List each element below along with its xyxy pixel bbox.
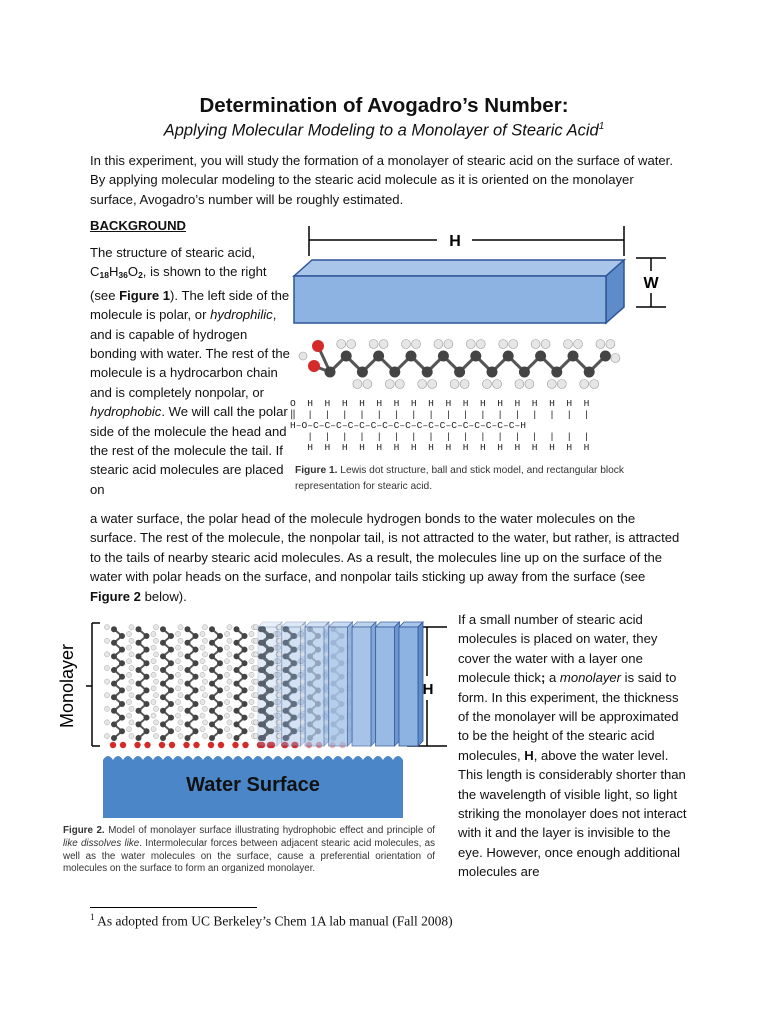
hydrogen-atom <box>178 652 183 657</box>
carbon-atom <box>160 626 166 632</box>
hydrogen-atom <box>227 638 232 643</box>
oxygen-atom <box>242 742 248 748</box>
text-run: below). <box>140 588 187 604</box>
term: hydrophobic <box>90 404 162 420</box>
carbon-atom <box>209 735 215 741</box>
hydrogen-atom <box>249 713 254 718</box>
carbon-atom <box>185 640 191 646</box>
oxygen-atom <box>169 742 175 748</box>
carbon-atom <box>144 674 150 680</box>
carbon-atom <box>136 653 142 659</box>
block-front <box>399 627 418 746</box>
hydrogen-atom <box>224 645 229 650</box>
carbon-atom <box>193 647 199 653</box>
carbon-atom <box>160 694 166 700</box>
carbon-atom <box>193 633 199 639</box>
hydrogen-atom <box>153 720 158 725</box>
carbon-atom <box>234 694 240 700</box>
water-surface-label: Water Surface <box>186 774 320 796</box>
footnote-mark: 1 <box>90 912 95 922</box>
carbon-atom <box>168 715 174 721</box>
hydrogen-atom <box>151 727 156 732</box>
text-run: The structure of stearic acid, C <box>90 245 256 280</box>
carbon-atom <box>111 626 117 632</box>
carbon-atom <box>168 701 174 707</box>
hydrogen-atom <box>129 706 134 711</box>
carbon-atom <box>144 660 150 666</box>
carbon-atom <box>234 735 240 741</box>
hydrogen-atom <box>224 699 229 704</box>
carbon-atom <box>136 694 142 700</box>
carbon-atom <box>209 667 215 673</box>
carbon-atom <box>119 633 125 639</box>
carbon-atom <box>160 681 166 687</box>
carbon-atom <box>168 674 174 680</box>
carbon-atom <box>111 653 117 659</box>
text-run: ). The left side of the molecule is polar, or <box>90 287 290 323</box>
carbon-atom <box>144 728 150 734</box>
lewis-row-top: O H H H H H H H H H H H H H H H H H <box>290 398 590 409</box>
carbon-atom <box>119 647 125 653</box>
carbon-atom <box>234 708 240 714</box>
caption-text: . Intermolecular forces between adjacent stearic acid molecules, as well as the water molecules on the surface, cause a preferential orientation of molecules on the surface to form an organized monolayer. <box>63 837 435 875</box>
hydrogen-atom <box>200 631 205 636</box>
hydrogen-atom <box>224 727 229 732</box>
caption-label: Figure 1. <box>295 465 338 476</box>
hydrogen-atom <box>224 672 229 677</box>
carbon-atom <box>160 735 166 741</box>
carbon-atom <box>185 667 191 673</box>
hydrogen-atom <box>153 665 158 670</box>
hydrogen-atom <box>178 679 183 684</box>
vertical-molecule <box>178 625 205 749</box>
vertical-molecule <box>153 625 180 749</box>
hydrogen-atom <box>202 665 207 670</box>
hydrogen-atom <box>104 733 109 738</box>
h-dimension-label: H <box>449 233 461 250</box>
carbon-atom <box>111 721 117 727</box>
carbon-atom <box>168 633 174 639</box>
text-run: , and is capable of hydrogen bonding with water. The rest of the molecule is a hydrocarbon chain and is completely nonpolar, or <box>90 307 290 400</box>
hydrogen-atom <box>126 686 131 691</box>
hydrogen-atom <box>151 645 156 650</box>
carbon-atom <box>242 633 248 639</box>
hydrogen-atom <box>153 733 158 738</box>
carbon-atom <box>144 647 150 653</box>
carbon-atom <box>193 728 199 734</box>
carbon-atom <box>185 721 191 727</box>
carbon-atom <box>209 626 215 632</box>
carbon-atom <box>119 687 125 693</box>
hydrogen-atom <box>200 727 205 732</box>
hydrogen-atom <box>126 659 131 664</box>
hydrogen-atom <box>104 638 109 643</box>
hydrogen-atom <box>151 713 156 718</box>
vertical-molecule <box>129 625 156 749</box>
hydrogen-atom <box>129 638 134 643</box>
carbon-atom <box>111 735 117 741</box>
oxygen-atom <box>208 742 214 748</box>
carbon-atom <box>111 708 117 714</box>
vertical-molecule <box>227 625 254 749</box>
vertical-molecule <box>104 625 131 749</box>
hydrogen-atom <box>249 686 254 691</box>
hydrogen-atom <box>153 693 158 698</box>
hydrogen-atom <box>175 659 180 664</box>
carbon-atom <box>193 660 199 666</box>
figure-ref: Figure 2 <box>90 588 141 604</box>
oxygen-atom <box>218 742 224 748</box>
carbon-atom <box>217 701 223 707</box>
hydrogen-atom <box>153 625 158 630</box>
term: hydrophilic <box>210 307 273 323</box>
hydrogen-atom <box>151 686 156 691</box>
text-run: . We will call the polar side of the molecule the head and the rest of the molecule the tail. If stearic acid molecules are placed on <box>90 404 288 497</box>
carbon-atom <box>234 626 240 632</box>
text-run: If a small number of stearic acid molecules is placed on water, they cover the water with a layer one molecule thick <box>458 612 658 686</box>
hydrogen-atom <box>178 720 183 725</box>
hydrogen-atom <box>126 631 131 636</box>
carbon-atom <box>136 626 142 632</box>
hydrogen-atom <box>202 638 207 643</box>
lewis-bonds-bottom: | | | | | | | | | | | | | | | | | <box>290 431 590 442</box>
carbon-atom <box>185 694 191 700</box>
text-run: , is shown to the right (see <box>90 264 267 303</box>
carbon-atom <box>234 640 240 646</box>
carbon-atom <box>111 667 117 673</box>
text-run: ; <box>540 670 546 686</box>
carbon-atom <box>209 721 215 727</box>
carbon-atom <box>160 667 166 673</box>
block-front <box>305 627 324 746</box>
hydrogen-atom <box>249 631 254 636</box>
oxygen-atom <box>183 742 189 748</box>
carbon-atom <box>234 681 240 687</box>
carbon-atom <box>144 715 150 721</box>
carbon-atom <box>136 735 142 741</box>
block-front <box>329 627 348 746</box>
subscript: 18 <box>99 270 109 281</box>
carbon-atom <box>160 721 166 727</box>
hydrogen-atom <box>200 672 205 677</box>
oxygen-atom <box>232 742 238 748</box>
hydrogen-atom <box>249 672 254 677</box>
term: monolayer <box>559 670 622 686</box>
hydrogen-atom <box>249 659 254 664</box>
monolayer-label: Monolayer <box>57 643 77 729</box>
carbon-atom <box>168 728 174 734</box>
hydrogen-atom <box>224 686 229 691</box>
carbon-atom <box>234 667 240 673</box>
oxygen-atom <box>144 742 150 748</box>
carbon-atom <box>234 721 240 727</box>
intro-paragraph: In this experiment, you will study the formation of a monolayer of stearic acid on the surface of water. By applying molecular modeling to the stearic acid molecule as it is oriented on the monolayer surface, Avogadro’s number will be roughly estimated. <box>90 153 673 207</box>
hydrogen-atom <box>178 733 183 738</box>
carbon-atom <box>209 681 215 687</box>
hydrogen-atom <box>202 625 207 630</box>
hydrogen-atom <box>126 699 131 704</box>
hydrogen-atom <box>227 652 232 657</box>
hydrogen-atom <box>104 679 109 684</box>
carbon-atom <box>217 647 223 653</box>
hydrogen-atom <box>104 625 109 630</box>
lewis-bonds-top: ‖ | | | | | | | | | | | | | | | | | <box>290 409 590 420</box>
hydrogen-atom <box>227 679 232 684</box>
hydrogen-atom <box>151 659 156 664</box>
carbon-atom <box>136 640 142 646</box>
hydrogen-atom <box>178 706 183 711</box>
carbon-atom <box>119 674 125 680</box>
hydrogen-atom <box>178 693 183 698</box>
carbon-atom <box>136 721 142 727</box>
carbon-atom <box>111 681 117 687</box>
hydrogen-atom <box>202 733 207 738</box>
caption-text: Model of monolayer surface illustrating hydrophobic effect and principle of <box>104 825 435 836</box>
page-title: Determination of Avogadro’s Number: <box>199 94 569 117</box>
footnote-ref: 1 <box>598 121 605 132</box>
block-front <box>282 627 301 746</box>
hydrogen-atom <box>249 699 254 704</box>
hydrogen-atom <box>200 659 205 664</box>
carbon-atom <box>136 681 142 687</box>
carbon-atom <box>242 687 248 693</box>
hydrogen-atom <box>104 652 109 657</box>
carbon-atom <box>119 701 125 707</box>
caption-text: Lewis dot structure, ball and stick model, and rectangular block representation for stearic acid. <box>295 465 624 492</box>
carbon-atom <box>209 640 215 646</box>
footnote-text: As adopted from UC Berkeley’s Chem 1A lab manual (Fall 2008) <box>94 913 453 929</box>
footnote <box>90 912 453 930</box>
hydrogen-atom <box>200 713 205 718</box>
hydrogen-atom <box>224 713 229 718</box>
hydrogen-atom <box>104 665 109 670</box>
carbon-atom <box>160 653 166 659</box>
hydrogen-atom <box>129 693 134 698</box>
carbon-atom <box>185 626 191 632</box>
hydrogen-atom <box>202 693 207 698</box>
text-run: O <box>127 264 139 280</box>
hydrogen-atom <box>129 720 134 725</box>
carbon-atom <box>242 660 248 666</box>
carbon-atom <box>185 653 191 659</box>
hydrogen-atom <box>129 652 134 657</box>
hydrogen-atom <box>151 672 156 677</box>
hydrogen-atom <box>227 720 232 725</box>
hydrogen-atom <box>178 625 183 630</box>
hydrogen-atom <box>104 706 109 711</box>
block-side <box>418 622 423 746</box>
hydrogen-atom <box>175 672 180 677</box>
subscript: 2 <box>138 270 143 281</box>
hydrogen-atom <box>200 686 205 691</box>
figure-2-caption <box>63 825 435 876</box>
symbol: H <box>524 747 534 763</box>
carbon-atom <box>144 701 150 707</box>
text-run: is said to form. In this experiment, the thickness of the monolayer will be approximated to be the height of the stearic acid molecules, <box>458 670 679 763</box>
hydrogen-atom <box>227 665 232 670</box>
carbon-atom <box>234 653 240 659</box>
carbon-atom <box>193 674 199 680</box>
hydrogen-atom <box>200 645 205 650</box>
monolayer-molecules <box>104 622 423 748</box>
hydrogen-atom <box>153 706 158 711</box>
carbon-atom <box>136 708 142 714</box>
carbon-atom <box>217 715 223 721</box>
subtitle-text: Applying Molecular Modeling to a Monolayer of Stearic Acid <box>163 121 599 140</box>
carbon-atom <box>217 674 223 680</box>
hydrogen-atom <box>153 652 158 657</box>
hydrogen-atom <box>202 652 207 657</box>
carbon-atom <box>217 687 223 693</box>
carbon-atom <box>185 681 191 687</box>
oxygen-atom <box>120 742 126 748</box>
hydrogen-atom <box>224 631 229 636</box>
hydrogen-atom <box>153 679 158 684</box>
carbon-atom <box>144 687 150 693</box>
footnote-divider <box>90 907 257 908</box>
hydrogen-atom <box>126 727 131 732</box>
hydrogen-atom <box>224 659 229 664</box>
oxygen-atom <box>159 742 165 748</box>
carbon-atom <box>217 633 223 639</box>
carbon-atom <box>209 708 215 714</box>
h-bracket-label: H <box>422 681 434 698</box>
carbon-atom <box>217 660 223 666</box>
carbon-atom <box>111 640 117 646</box>
hydrogen-atom <box>129 665 134 670</box>
caption-label: Figure 2. <box>63 825 105 836</box>
carbon-atom <box>242 701 248 707</box>
hydrogen-atom <box>126 672 131 677</box>
carbon-atom <box>168 660 174 666</box>
hydrogen-atom <box>175 727 180 732</box>
hydrogen-atom <box>175 699 180 704</box>
carbon-atom <box>168 687 174 693</box>
hydrogen-atom <box>200 699 205 704</box>
carbon-atom <box>160 640 166 646</box>
carbon-atom <box>209 694 215 700</box>
carbon-atom <box>193 715 199 721</box>
hydrogen-atom <box>249 727 254 732</box>
oxygen-atom <box>134 742 140 748</box>
hydrogen-atom <box>151 631 156 636</box>
hydrogen-atom <box>129 733 134 738</box>
hydrogen-atom <box>178 665 183 670</box>
hydrogen-atom <box>202 706 207 711</box>
hydrogen-atom <box>227 733 232 738</box>
w-dimension-label: W <box>643 275 659 292</box>
hydrogen-atom <box>104 720 109 725</box>
carbon-atom <box>242 674 248 680</box>
lewis-row-chain: H–O–C–C–C–C–C–C–C–C–C–C–C–C–C–C–C–C–C–C–H <box>290 420 527 431</box>
hydrogen-atom <box>227 625 232 630</box>
carbon-atom <box>185 708 191 714</box>
carbon-atom <box>209 653 215 659</box>
carbon-atom <box>217 728 223 734</box>
hydrogen-atom <box>129 625 134 630</box>
carbon-atom <box>144 633 150 639</box>
carbon-atom <box>111 694 117 700</box>
figure-ref: Figure 1 <box>119 287 171 303</box>
hydrogen-atom <box>126 713 131 718</box>
hydrogen-atom <box>175 631 180 636</box>
carbon-atom <box>168 647 174 653</box>
hydrogen-atom <box>129 679 134 684</box>
carbon-atom <box>193 701 199 707</box>
hydrogen-atom <box>202 720 207 725</box>
carbon-atom <box>160 708 166 714</box>
hydrogen-atom <box>227 693 232 698</box>
oxygen-atom <box>110 742 116 748</box>
hydrogen-atom <box>126 645 131 650</box>
carbon-atom <box>119 728 125 734</box>
block-front <box>258 627 277 746</box>
block-front <box>352 627 371 746</box>
hydrogen-atom <box>175 645 180 650</box>
hydrogen-atom <box>202 679 207 684</box>
subscript: 36 <box>118 270 128 281</box>
text-run: , above the water level. This length is considerably shorter than the wavelength of visible light, so light striking the monolayer does not interact with it and the layer is invisible to the eye. However, once enough additional molecules are <box>458 747 687 880</box>
text-run: H <box>108 264 119 280</box>
block-front <box>376 627 395 746</box>
hydrogen-atom <box>153 638 158 643</box>
carbon-atom <box>119 660 125 666</box>
lewis-row-bottom: H H H H H H H H H H H H H H H H H <box>290 442 590 453</box>
hydrogen-atom <box>104 693 109 698</box>
hydrogen-atom <box>175 713 180 718</box>
carbon-atom <box>242 715 248 721</box>
carbon-atom <box>242 728 248 734</box>
text-run: a water surface, the polar head of the molecule hydrogen bonds to the water molecules on the surface. The rest of the molecule, the nonpolar tail, is not attracted to the water, but rather, is attracted to the tails of nearby stearic acid molecules. As a result, the molecules line up on the surface of the water with polar heads on the surface, and nonpolar tails sticking up away from the surface (see <box>90 511 680 585</box>
carbon-atom <box>185 735 191 741</box>
text-run: a <box>545 670 560 686</box>
hydrogen-atom <box>249 645 254 650</box>
caption-italic: like dissolves like <box>63 837 140 849</box>
hydrogen-atom <box>227 706 232 711</box>
hydrogen-atom <box>175 686 180 691</box>
water-wave <box>103 756 403 765</box>
hydrogen-atom <box>178 638 183 643</box>
carbon-atom <box>193 687 199 693</box>
oxygen-atom <box>193 742 199 748</box>
vertical-molecule <box>202 625 229 749</box>
background-heading: BACKGROUND <box>90 218 187 233</box>
carbon-atom <box>136 667 142 673</box>
carbon-atom <box>119 715 125 721</box>
hydrogen-atom <box>151 699 156 704</box>
carbon-atom <box>242 647 248 653</box>
